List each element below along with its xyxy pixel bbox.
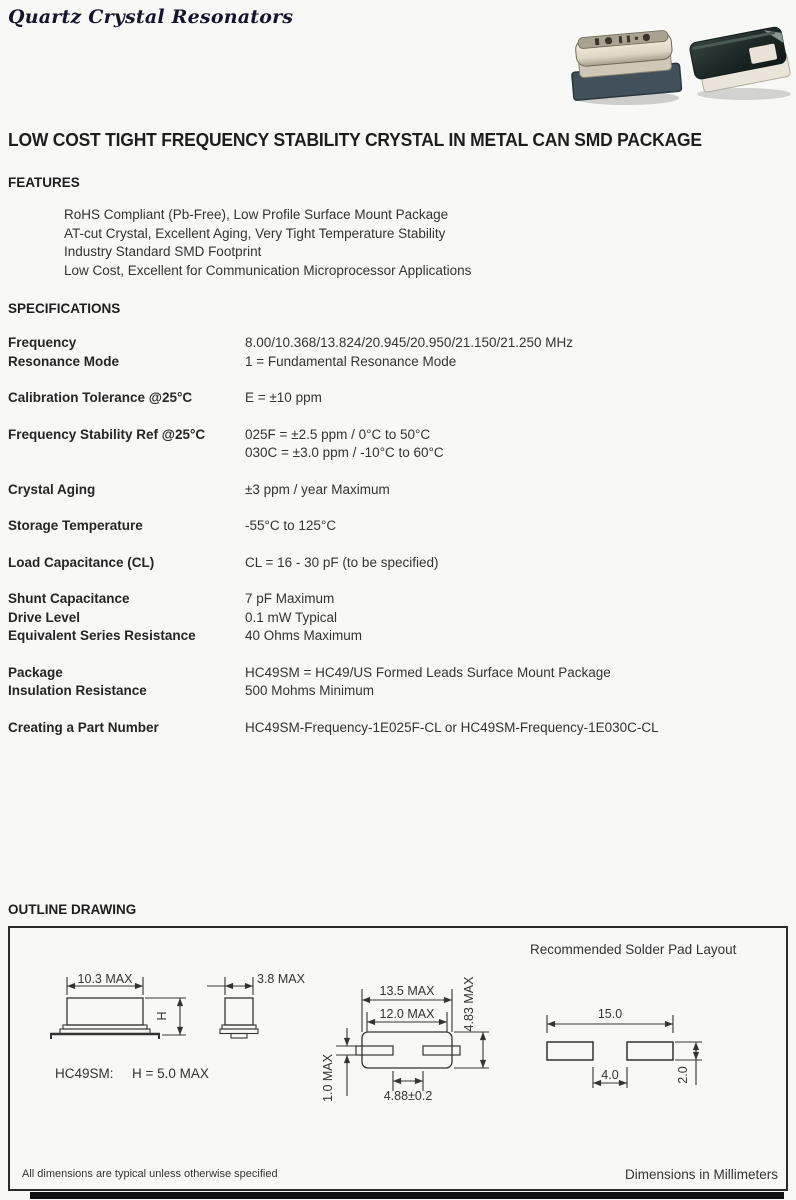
spec-value: 1 = Fundamental Resonance Mode	[245, 353, 457, 369]
dim-outer-len-label: 13.5 MAX	[379, 984, 435, 998]
spec-row	[8, 389, 790, 408]
spec-value: ±3 ppm / year Maximum	[245, 481, 390, 497]
spec-row	[8, 554, 790, 573]
spec-label: Crystal Aging	[8, 481, 96, 497]
spec-label: Shunt Capacitance	[8, 591, 130, 606]
dim-body-width-label: 4.83 MAX	[462, 976, 476, 1032]
spec-label: Frequency	[8, 335, 77, 350]
spec-label: Package	[8, 664, 63, 680]
outline-drawing-svg	[10, 928, 786, 1189]
features-list	[64, 206, 471, 280]
spec-row	[8, 719, 790, 738]
front-view-drawing	[50, 972, 186, 1039]
spec-group	[8, 719, 790, 738]
spec-row	[8, 627, 790, 646]
spec-value: 025F = ±2.5 ppm / 0°C to 50°C	[245, 426, 431, 442]
spec-group	[8, 389, 790, 408]
outline-drawing-box	[8, 926, 788, 1191]
series-name-label: HC49SM:	[55, 1066, 114, 1081]
spec-value: 030C = ±3.0 ppm / -10°C to 60°C	[245, 445, 444, 460]
solder-pad-title: Recommended Solder Pad Layout	[530, 942, 737, 957]
spec-value: CL = 16 - 30 pF (to be specified)	[245, 554, 439, 570]
feature-item: AT-cut Crystal, Excellent Aging, Very Tight Temperature Stability	[64, 225, 446, 241]
spec-row	[8, 334, 790, 353]
spec-label: Storage Temperature	[8, 518, 143, 533]
box-shadow-bar	[30, 1192, 784, 1199]
feature-item: RoHS Compliant (Pb-Free), Low Profile Surface Mount Package	[64, 207, 449, 222]
spec-group	[8, 426, 790, 463]
spec-value: 8.00/10.368/13.824/20.945/20.950/21.150/21.250 MHz	[245, 335, 574, 350]
spec-label: Drive Level	[8, 609, 81, 625]
feature-item: Low Cost, Excellent for Communication Microprocessor Applications	[64, 262, 472, 278]
spec-value: HC49SM = HC49/US Formed Leads Surface Mount Package	[245, 664, 611, 680]
spec-label: Frequency Stability Ref @25°C	[8, 426, 206, 442]
spec-value: E = ±10 ppm	[245, 390, 322, 405]
dim-width-front-label: 10.3 MAX	[77, 972, 133, 986]
specifications-table	[8, 334, 790, 755]
spec-label	[8, 444, 245, 463]
spec-group	[8, 481, 790, 500]
spec-group	[8, 517, 790, 536]
spec-row	[8, 481, 790, 500]
spec-value: 7 pF Maximum	[245, 591, 335, 606]
features-heading: FEATURES	[8, 175, 80, 190]
solder-pad-layout-drawing	[530, 942, 737, 1088]
feature-item: Industry Standard SMD Footprint	[64, 244, 262, 259]
spec-row	[8, 517, 790, 536]
spec-row	[8, 664, 790, 683]
pad-height-label: 2.0	[676, 1066, 690, 1084]
spec-group	[8, 664, 790, 701]
spec-value: -55°C to 125°C	[245, 518, 337, 533]
brand-title: Quartz Crystal Resonators	[8, 6, 294, 28]
spec-label: Equivalent Series Resistance	[8, 628, 196, 643]
crystal-photo-bottom	[689, 26, 791, 100]
spec-group	[8, 590, 790, 646]
spec-row	[8, 590, 790, 609]
product-photos	[566, 24, 794, 112]
spec-group	[8, 554, 790, 573]
spec-row	[8, 444, 790, 463]
spec-value: 500 Mohms Minimum	[245, 683, 375, 698]
spec-label: Calibration Tolerance @25°C	[8, 390, 193, 405]
specifications-heading: SPECIFICATIONS	[8, 301, 121, 316]
spec-label: Insulation Resistance	[8, 683, 147, 698]
crystal-photo-top	[569, 29, 682, 105]
bottom-view-drawing	[321, 976, 489, 1103]
dim-height-symbol-label: H	[155, 1011, 169, 1021]
height-note-label: H = 5.0 MAX	[132, 1066, 209, 1081]
dim-lead-gap-label: 4.88±0.2	[383, 1089, 433, 1103]
spec-row	[8, 682, 790, 701]
dim-lead-thickness-label: 1.0 MAX	[321, 1054, 335, 1102]
spec-value: 0.1 mW Typical	[245, 609, 338, 625]
dim-depth-side-label: 3.8 MAX	[257, 972, 305, 986]
spec-row	[8, 609, 790, 628]
spec-label: Load Capacitance (CL)	[8, 554, 155, 570]
outline-drawing-heading: OUTLINE DRAWING	[8, 902, 137, 917]
spec-row	[8, 426, 790, 445]
side-view-drawing	[207, 972, 306, 1038]
pad-gap-label: 4.0	[601, 1068, 619, 1082]
spec-group	[8, 334, 790, 371]
dim-inner-len-label: 12.0 MAX	[379, 1007, 435, 1021]
pad-span-label: 15.0	[597, 1007, 623, 1021]
dimensions-footnote: All dimensions are typical unless otherwise specified	[22, 1168, 278, 1180]
spec-row	[8, 353, 790, 372]
dimensions-units-note: Dimensions in Millimeters	[624, 1167, 778, 1182]
spec-label: Creating a Part Number	[8, 719, 159, 735]
spec-label: Resonance Mode	[8, 353, 120, 369]
main-heading: LOW COST TIGHT FREQUENCY STABILITY CRYSTAL IN METAL CAN SMD PACKAGE	[8, 130, 702, 150]
spec-value: 40 Ohms Maximum	[245, 628, 363, 643]
spec-value: HC49SM-Frequency-1E025F-CL or HC49SM-Frequency-1E030C-CL	[245, 719, 659, 735]
